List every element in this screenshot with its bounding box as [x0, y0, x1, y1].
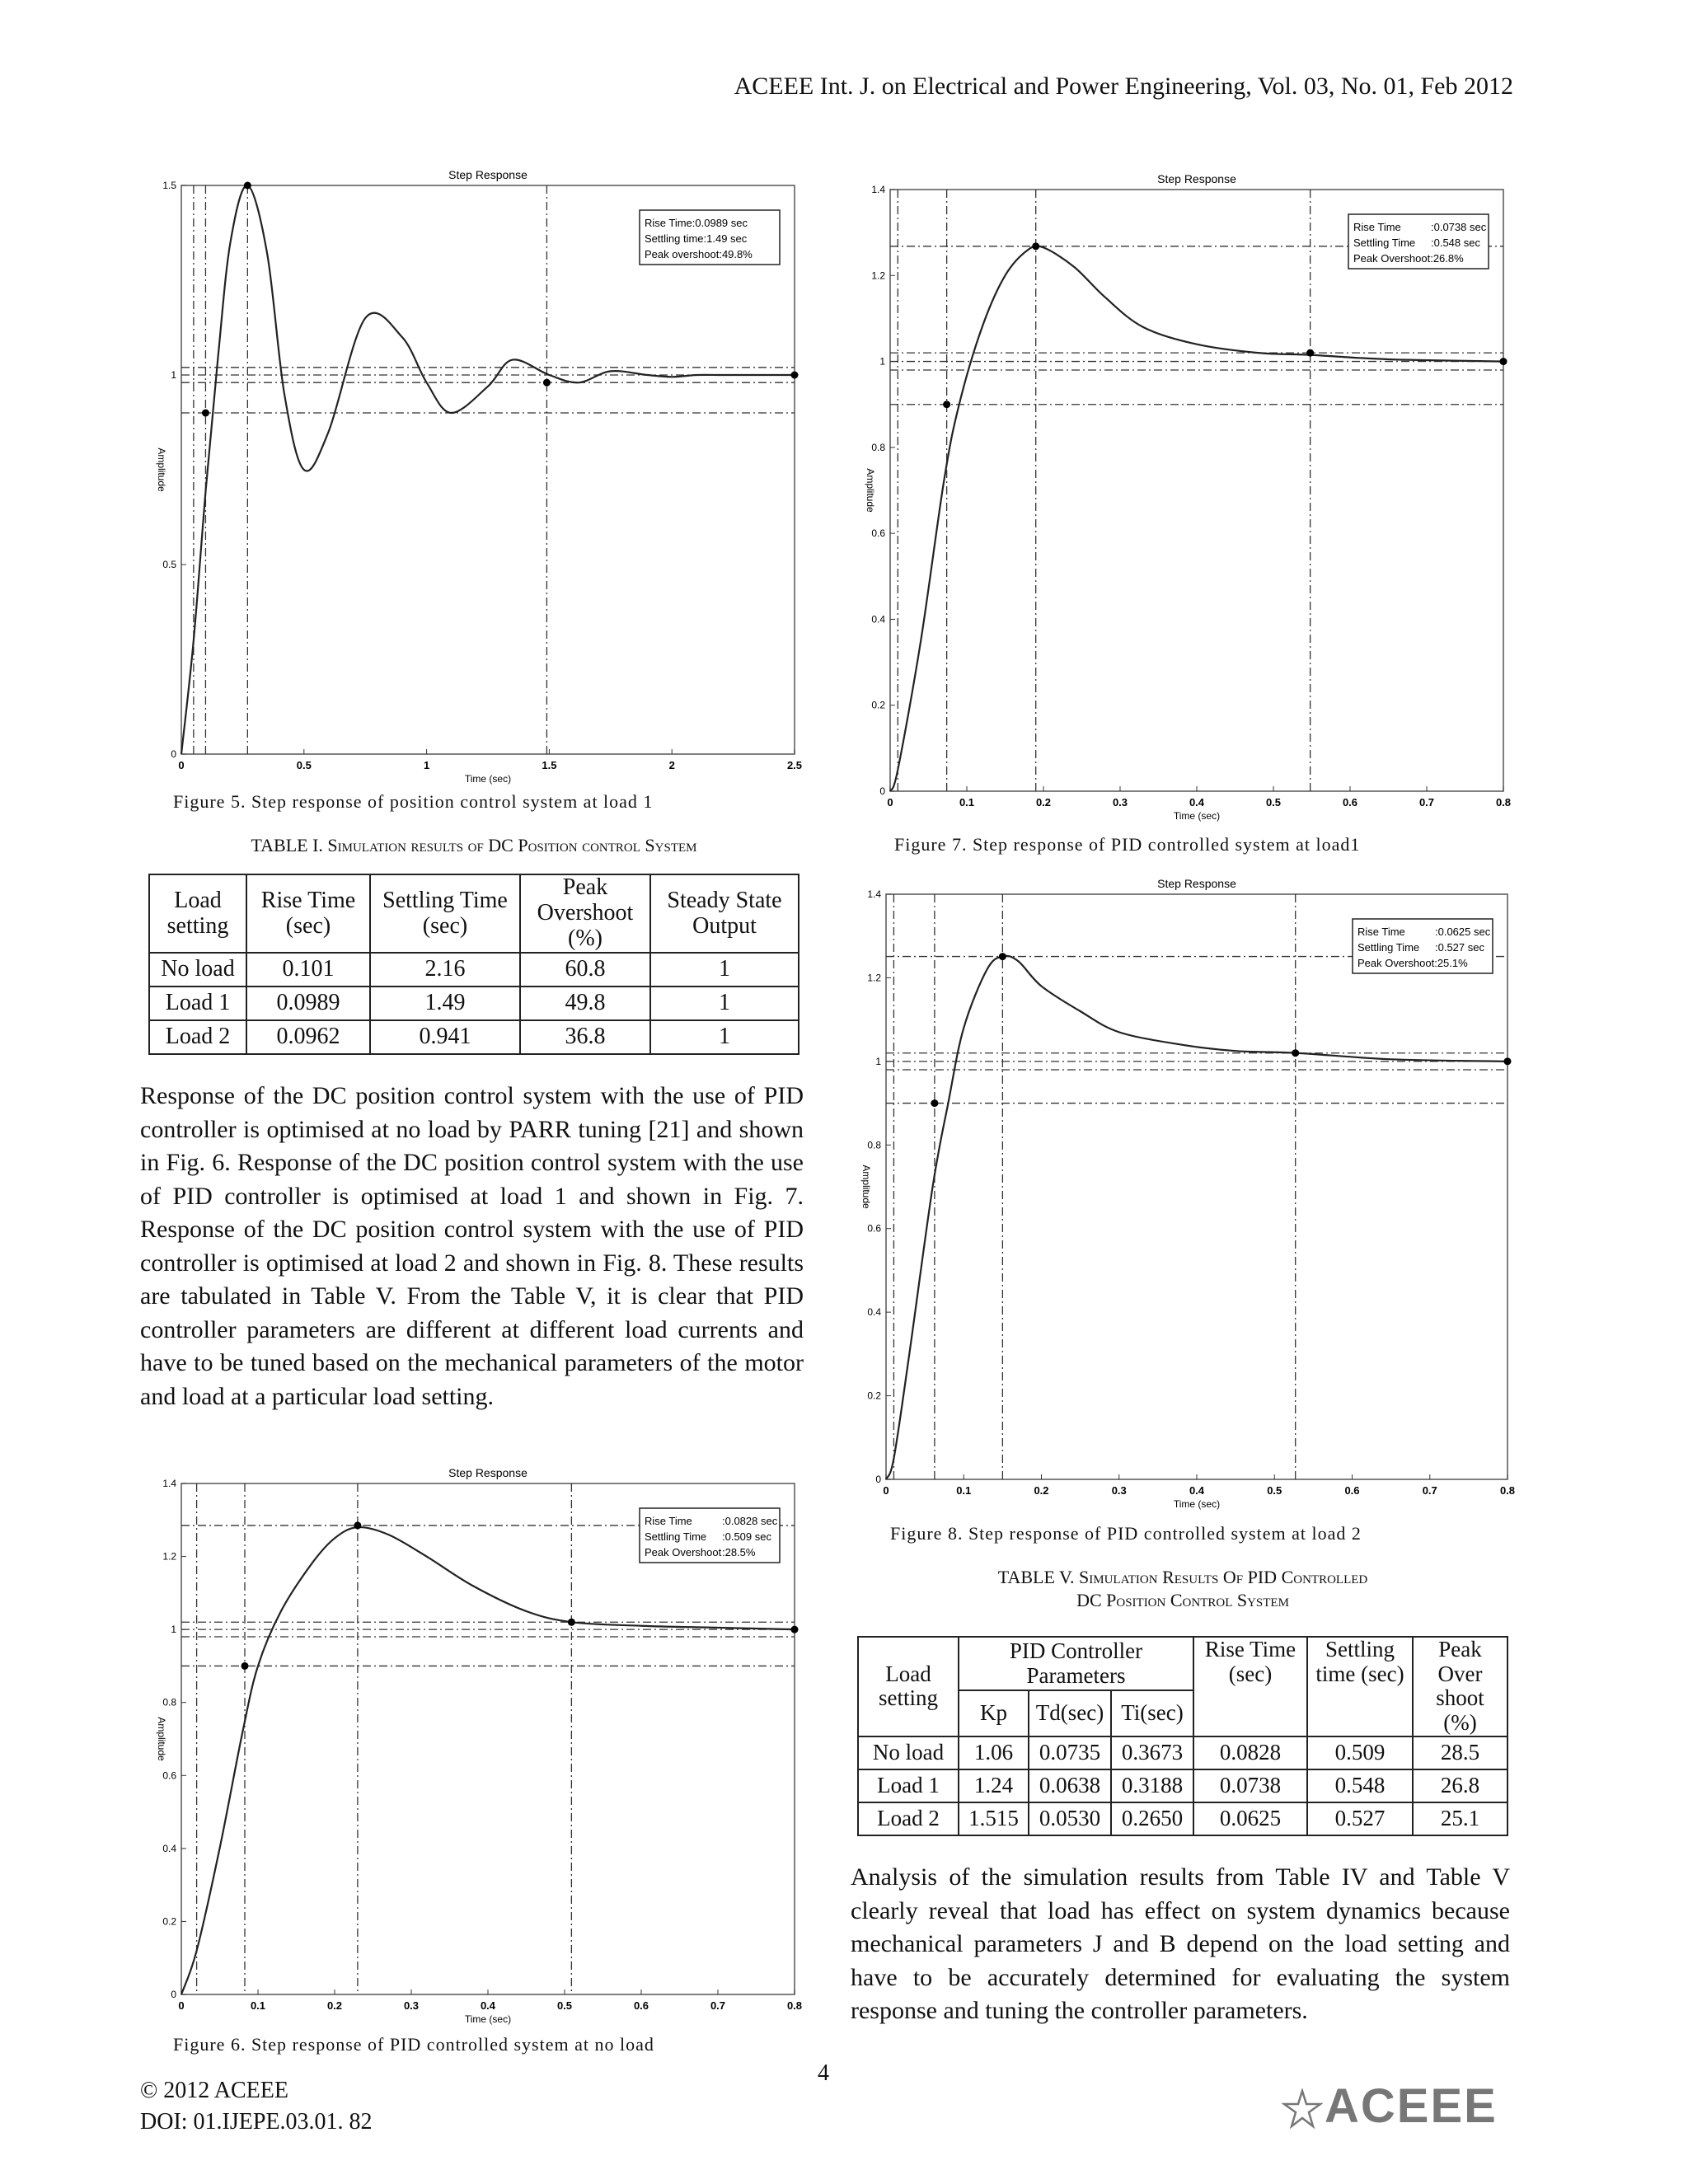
x-axis-label: Time (sec): [464, 773, 512, 785]
aceee-logo: ACEEE: [1282, 2079, 1529, 2136]
y-tick-label: 0.4: [162, 1842, 176, 1854]
y-axis-label: Amplitude: [865, 468, 876, 513]
figure-8-chart: [853, 869, 1516, 1512]
y-tick-label: 0.2: [867, 1390, 881, 1402]
table-cell: 1.06: [959, 1736, 1029, 1769]
footer-left: [140, 2075, 373, 2138]
table-cell: 0.101: [246, 953, 370, 987]
x-tick-label: 1.5: [542, 759, 557, 771]
figure-8-caption: Figure 8. Step response of PID controlled system at load 2: [890, 1523, 1362, 1544]
x-tick-label: 0.1: [250, 1999, 266, 2012]
y-tick-label: 0.2: [871, 699, 885, 711]
page-number: 4: [818, 2060, 829, 2086]
y-tick-label: 1.4: [871, 184, 885, 195]
table-cell: 28.5: [1413, 1736, 1507, 1769]
info-box-line: Settling time:1.49 sec: [645, 232, 748, 245]
x-tick-label: 0.5: [1265, 796, 1282, 808]
table-cell: 26.8: [1413, 1769, 1507, 1802]
y-tick-label: 0.4: [871, 613, 885, 626]
y-tick-label: 0.2: [162, 1915, 176, 1928]
data-marker: [791, 1626, 799, 1633]
x-tick-label: 0.3: [1111, 1484, 1127, 1497]
table-cell: No load: [858, 1736, 959, 1769]
info-box-key: Peak Overshoot: [645, 1546, 722, 1558]
table-5-header-cell: Peak Over shoot (%): [1413, 1637, 1507, 1736]
y-tick-label: 1.5: [162, 180, 176, 191]
info-box-value: :0.0828 sec: [722, 1515, 778, 1527]
table-cell: Load 2: [858, 1802, 959, 1835]
x-tick-label: 0.4: [1189, 1484, 1205, 1497]
y-tick-label: 0.6: [867, 1222, 881, 1235]
chart-title: Step Response: [448, 1466, 528, 1479]
info-box-key: Peak Overshoot:26.8%: [1353, 252, 1464, 265]
x-tick-label: 0.8: [1499, 1484, 1516, 1497]
doi-text: DOI: 01.IJEPE.03.01. 82: [140, 2109, 373, 2135]
table-cell: 0.3188: [1111, 1769, 1193, 1802]
table-5-header-cell: PID Controller Parameters: [959, 1637, 1193, 1690]
info-box-value: :28.5%: [722, 1546, 756, 1558]
table-5-caption-line-1: TABLE V. Simulation Results Of PID Controlled: [997, 1567, 1368, 1587]
body-paragraph-1: Response of the DC position control system with the use of PID controller is optimised at no load by PARR tuning [21] and shown in Fig. 6. Response of the DC position control system with the use of PID controller is optimised at load 1 and shown in Fig. 7. Response of the DC position control system with the use of PID controller is optimised at load 2 and shown in Fig. 8. These results are tabulated in Table V. From the Table V, it is clear that PID controller parameters are different at different load currents and have to be tuned based on the mechanical parameters of the motor and load at a particular load setting.: [140, 1082, 804, 1410]
body-paragraph-2: Analysis of the simulation results from Table IV and Table V clearly reveal that load has effect on system dynamics because mechanical parameters J and B depend on the load setting and have to be accurately determined for evaluating the system response and tuning the controller parameters.: [851, 1863, 1510, 2024]
data-marker: [931, 1099, 938, 1107]
data-marker: [543, 379, 551, 387]
table-row: [858, 1769, 1507, 1802]
x-tick-label: 0.3: [403, 1999, 420, 2012]
table-5-header-cell: Td(sec): [1029, 1690, 1111, 1736]
table-cell: 1.49: [370, 987, 520, 1020]
x-tick-label: 0.7: [710, 1999, 726, 2012]
y-axis-label: Amplitude: [156, 448, 167, 492]
table-1-header-cell: Settling Time (sec): [370, 874, 520, 953]
table-cell: 0.3673: [1111, 1736, 1193, 1769]
y-tick-label: 0: [879, 785, 885, 797]
y-tick-label: 0: [875, 1474, 881, 1485]
table-cell: 1.24: [959, 1769, 1029, 1802]
table-row: [858, 1736, 1507, 1769]
info-box-key: Settling Time: [645, 1530, 707, 1543]
x-tick-label: 0.5: [556, 1999, 573, 2012]
x-tick-label: 0.7: [1422, 1484, 1437, 1497]
x-tick-label: 1: [423, 759, 430, 771]
table-cell: 0.0735: [1029, 1736, 1111, 1769]
y-tick-label: 1: [879, 355, 885, 368]
table-5-header-cell: Kp: [959, 1690, 1029, 1736]
table-row: [149, 1020, 799, 1054]
chart-title: Step Response: [448, 168, 528, 181]
info-box-key: Rise Time: [1353, 221, 1401, 233]
table-cell: 0.0638: [1029, 1769, 1111, 1802]
y-tick-label: 1.2: [871, 269, 885, 282]
table-cell: 49.8: [520, 987, 650, 1020]
x-tick-label: 0.2: [1035, 796, 1052, 808]
data-marker: [1504, 1057, 1512, 1065]
y-tick-label: 1.4: [867, 888, 881, 900]
table-1-caption: TABLE I. Simulation results of DC Position control System: [251, 835, 697, 855]
data-marker: [568, 1619, 575, 1626]
x-tick-label: 0.8: [786, 1999, 803, 2012]
y-tick-label: 0: [171, 1989, 176, 2000]
data-marker: [999, 953, 1006, 960]
table-cell: 25.1: [1413, 1802, 1507, 1835]
info-box-line: Peak overshoot:49.8%: [645, 248, 753, 260]
data-marker: [354, 1521, 361, 1529]
x-tick-label: 0.6: [1342, 796, 1358, 808]
table-cell: Load 2: [149, 1020, 246, 1054]
x-tick-label: 2.5: [786, 759, 803, 771]
x-tick-label: 0.6: [633, 1999, 649, 2012]
info-box-key: Peak Overshoot:25.1%: [1357, 957, 1468, 969]
table-1-header-row: [149, 874, 799, 953]
star-icon: [1282, 2088, 1323, 2130]
table-cell: 36.8: [520, 1020, 650, 1054]
info-box-value: :0.527 sec: [1435, 941, 1484, 954]
table-cell: 0.548: [1307, 1769, 1413, 1802]
y-tick-label: 0.8: [867, 1139, 881, 1151]
y-tick-label: 0.4: [867, 1306, 881, 1319]
chart-title: Step Response: [1157, 877, 1236, 890]
y-tick-label: 0.6: [162, 1769, 176, 1782]
info-box-key: Rise Time: [645, 1515, 692, 1527]
y-tick-label: 1.2: [162, 1550, 176, 1563]
table-cell: 1: [650, 987, 799, 1020]
figure-6-chart: [148, 1459, 803, 2027]
table-row: [149, 987, 799, 1020]
x-axis-label: Time (sec): [1173, 810, 1221, 822]
y-tick-label: 1.4: [162, 1478, 176, 1489]
data-marker: [202, 410, 209, 417]
info-box-value: :0.509 sec: [722, 1530, 771, 1543]
x-tick-label: 0.2: [1034, 1484, 1049, 1497]
table-cell: 0.0962: [246, 1020, 370, 1054]
table-cell: Load 1: [858, 1769, 959, 1802]
table-cell: 0.0625: [1193, 1802, 1307, 1835]
table-1-header-cell: Rise Time (sec): [246, 874, 370, 953]
info-box-value: :0.548 sec: [1431, 237, 1480, 249]
x-tick-label: 0.1: [956, 1484, 972, 1497]
x-axis-label: Time (sec): [1173, 1498, 1221, 1510]
figure-7-caption: Figure 7. Step response of PID controlled system at load1: [894, 834, 1361, 855]
table-cell: 0.0989: [246, 987, 370, 1020]
x-tick-label: 0.6: [1344, 1484, 1360, 1497]
x-tick-label: 0.4: [480, 1999, 496, 2012]
data-marker: [943, 401, 950, 408]
x-tick-label: 0: [178, 1999, 185, 2012]
x-tick-label: 0: [883, 1484, 889, 1497]
x-tick-label: 0.5: [1267, 1484, 1282, 1497]
y-tick-label: 0.8: [162, 1696, 176, 1708]
info-box-key: Rise Time: [1357, 926, 1405, 938]
figure-6-caption: Figure 6. Step response of PID controlled system at no load: [173, 2034, 654, 2055]
table-5-header-row-1: [858, 1637, 1507, 1690]
data-marker: [1292, 1049, 1299, 1057]
table-5-header-cell: Settling time (sec): [1307, 1637, 1413, 1736]
table-5: [857, 1636, 1508, 1836]
info-box-key: Settling Time: [1353, 237, 1416, 249]
table-cell: 2.16: [370, 953, 520, 987]
y-tick-label: 1.2: [867, 972, 881, 984]
table-row: [858, 1802, 1507, 1835]
figure-5-caption: Figure 5. Step response of position control system at load 1: [173, 791, 654, 812]
table-cell: 0.0828: [1193, 1736, 1307, 1769]
info-box-value: :0.0625 sec: [1435, 926, 1491, 938]
table-5-header-cell: Rise Time (sec): [1193, 1637, 1307, 1736]
table-5-header-cell: Ti(sec): [1111, 1690, 1193, 1736]
y-tick-label: 1: [171, 369, 176, 381]
info-box-key: Settling Time: [1357, 941, 1420, 954]
figure-7-chart: [857, 165, 1512, 824]
table-cell: 1.515: [959, 1802, 1029, 1835]
data-marker: [241, 1662, 249, 1670]
x-tick-label: 0.7: [1418, 796, 1435, 808]
table-cell: No load: [149, 953, 246, 987]
plot-frame: [181, 185, 795, 754]
table-cell: 0.509: [1307, 1736, 1413, 1769]
table-5-caption: [857, 1566, 1508, 1611]
table-1-header-cell: Load setting: [149, 874, 246, 953]
table-1-header-cell: Peak Overshoot (%): [520, 874, 650, 953]
data-marker: [244, 182, 251, 190]
y-tick-label: 0: [171, 748, 176, 760]
x-axis-label: Time (sec): [464, 2013, 512, 2025]
chart-title: Step Response: [1157, 172, 1236, 185]
x-tick-label: 2: [668, 759, 675, 771]
x-tick-label: 0.5: [296, 759, 312, 771]
x-tick-label: 0: [887, 796, 893, 808]
table-cell: 0.2650: [1111, 1802, 1193, 1835]
info-box-line: Rise Time:0.0989 sec: [645, 217, 748, 229]
table-cell: 0.0738: [1193, 1769, 1307, 1802]
table-5-header-cell: Load setting: [858, 1637, 959, 1736]
y-axis-label: Amplitude: [860, 1165, 872, 1209]
info-box-value: :0.0738 sec: [1431, 221, 1487, 233]
y-axis-label: Amplitude: [156, 1717, 167, 1761]
y-tick-label: 0.5: [162, 559, 176, 570]
figure-5-chart: [148, 161, 803, 787]
x-tick-label: 0.3: [1112, 796, 1128, 808]
plot-frame: [886, 894, 1507, 1479]
running-header: ACEEE Int. J. on Electrical and Power Engineering, Vol. 03, No. 01, Feb 2012: [734, 73, 1513, 100]
table-cell: 1: [650, 953, 799, 987]
y-tick-label: 1: [171, 1624, 176, 1636]
table-1-header-cell: Steady State Output: [650, 874, 799, 953]
plot-frame: [890, 190, 1503, 791]
table-cell: 60.8: [520, 953, 650, 987]
data-marker: [791, 372, 799, 379]
table-cell: 0.941: [370, 1020, 520, 1054]
x-tick-label: 0.8: [1495, 796, 1512, 808]
data-marker: [1032, 242, 1039, 250]
table-cell: 0.527: [1307, 1802, 1413, 1835]
table-5-caption-line-2: DC Position Control System: [1076, 1589, 1289, 1610]
table-cell: Load 1: [149, 987, 246, 1020]
table-cell: 1: [650, 1020, 799, 1054]
data-marker: [1500, 358, 1507, 365]
copyright-text: © 2012 ACEEE: [140, 2078, 288, 2103]
x-tick-label: 0.4: [1189, 796, 1205, 808]
table-1: [148, 874, 799, 1055]
x-tick-label: 0.1: [959, 796, 975, 808]
y-tick-label: 1: [875, 1055, 881, 1067]
table-cell: 0.0530: [1029, 1802, 1111, 1835]
y-tick-label: 0.8: [871, 441, 885, 453]
x-tick-label: 0.2: [326, 1999, 343, 2012]
x-tick-label: 0: [178, 759, 185, 771]
y-tick-label: 0.6: [871, 527, 885, 540]
table-row: [149, 953, 799, 987]
data-marker: [1306, 349, 1314, 357]
